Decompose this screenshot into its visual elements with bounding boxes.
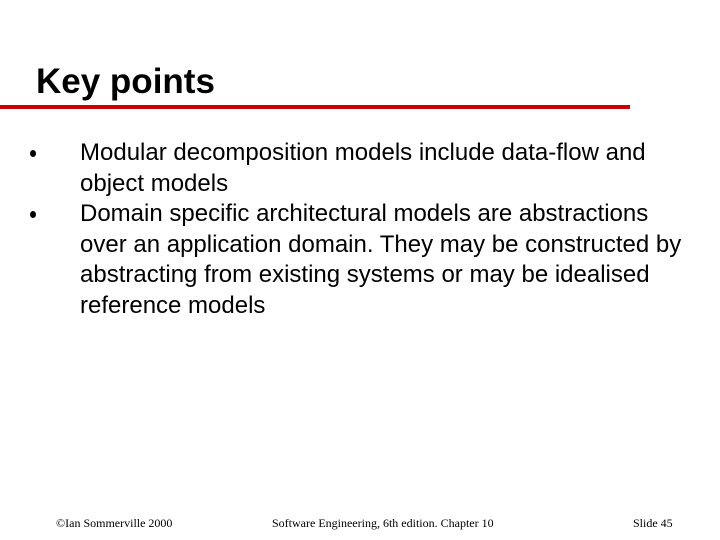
bullet-dot-icon xyxy=(30,150,36,157)
footer-copyright: ©Ian Sommerville 2000 xyxy=(56,516,173,530)
footer-slide-number: Slide 45 xyxy=(633,516,673,530)
bullet-text: Modular decomposition models include data-flow and object models xyxy=(80,139,646,197)
slide-title: Key points xyxy=(36,62,215,101)
footer-book-title: Software Engineering, 6th edition. Chapter 10 xyxy=(272,516,494,530)
bullet-item xyxy=(0,138,690,199)
bullet-dot-icon xyxy=(30,211,36,218)
bullet-list xyxy=(0,138,720,321)
bullet-text: Domain specific architectural models are abstractions over an application domain. They may be constructed by abstracting from existing systems or may be idealised reference models xyxy=(80,200,682,319)
bullet-item xyxy=(0,199,690,321)
title-underline xyxy=(0,105,630,109)
